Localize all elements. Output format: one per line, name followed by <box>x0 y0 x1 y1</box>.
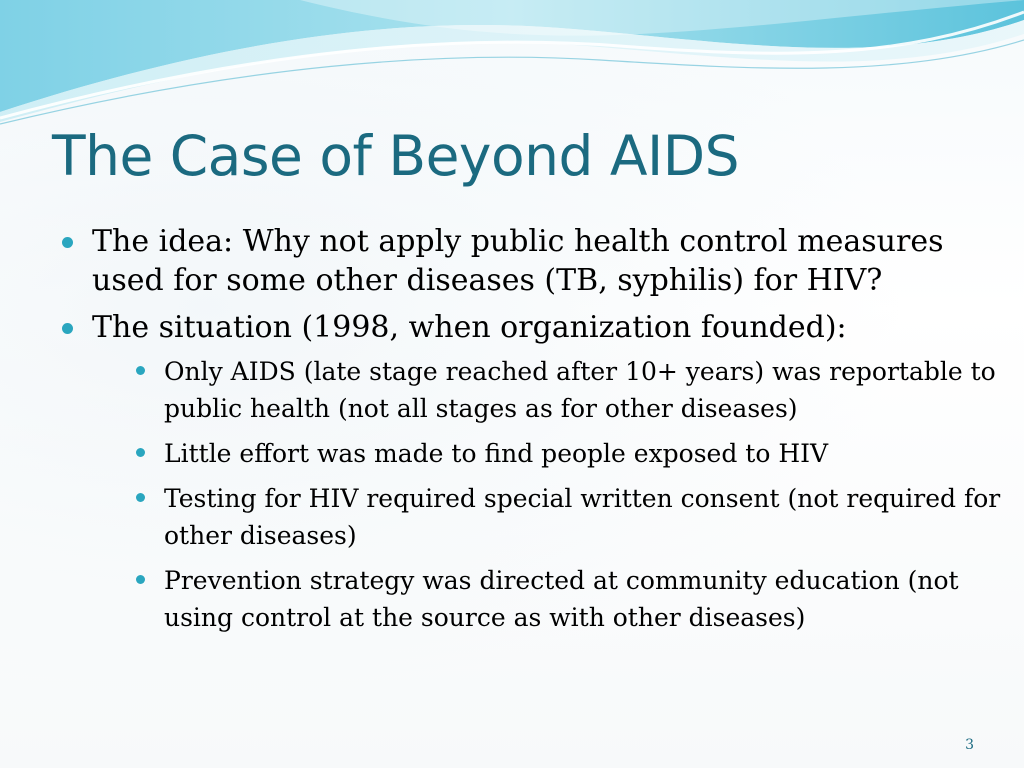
sub-bullet-list <box>92 353 1001 636</box>
sub-bullet-item <box>134 480 1006 554</box>
sub-bullet-item <box>134 435 1006 472</box>
bullet-item <box>62 308 1001 636</box>
sub-bullet-item <box>134 353 1006 427</box>
bullet-text: The situation (1998, when organization founded): <box>92 310 847 345</box>
sub-bullet-item <box>134 562 1006 636</box>
bullet-dot-icon <box>136 448 145 457</box>
slide-title: The Case of Beyond AIDS <box>52 124 739 188</box>
decorative-wave-header <box>0 0 1024 130</box>
bullet-list <box>62 222 1001 636</box>
bullet-dot-icon <box>136 493 145 502</box>
sub-bullet-text: Prevention strategy was directed at community education (not using control at the source as with other diseases) <box>164 566 959 632</box>
bullet-dot-icon <box>136 575 145 584</box>
bullet-text: The idea: Why not apply public health control measures used for some other diseases (TB, syphilis) for HIV? <box>92 224 944 298</box>
sub-bullet-text: Little effort was made to find people exposed to HIV <box>164 439 829 468</box>
sub-bullet-text: Only AIDS (late stage reached after 10+ years) was reportable to public health (not all stages as for other diseases) <box>164 357 996 423</box>
page-number: 3 <box>965 737 974 753</box>
bullet-dot-icon <box>62 237 73 248</box>
slide-content <box>62 222 1001 644</box>
bullet-item <box>62 222 992 300</box>
bullet-dot-icon <box>62 323 73 334</box>
bullet-dot-icon <box>136 366 145 375</box>
sub-bullet-text: Testing for HIV required special written consent (not required for other diseases) <box>164 484 1001 550</box>
